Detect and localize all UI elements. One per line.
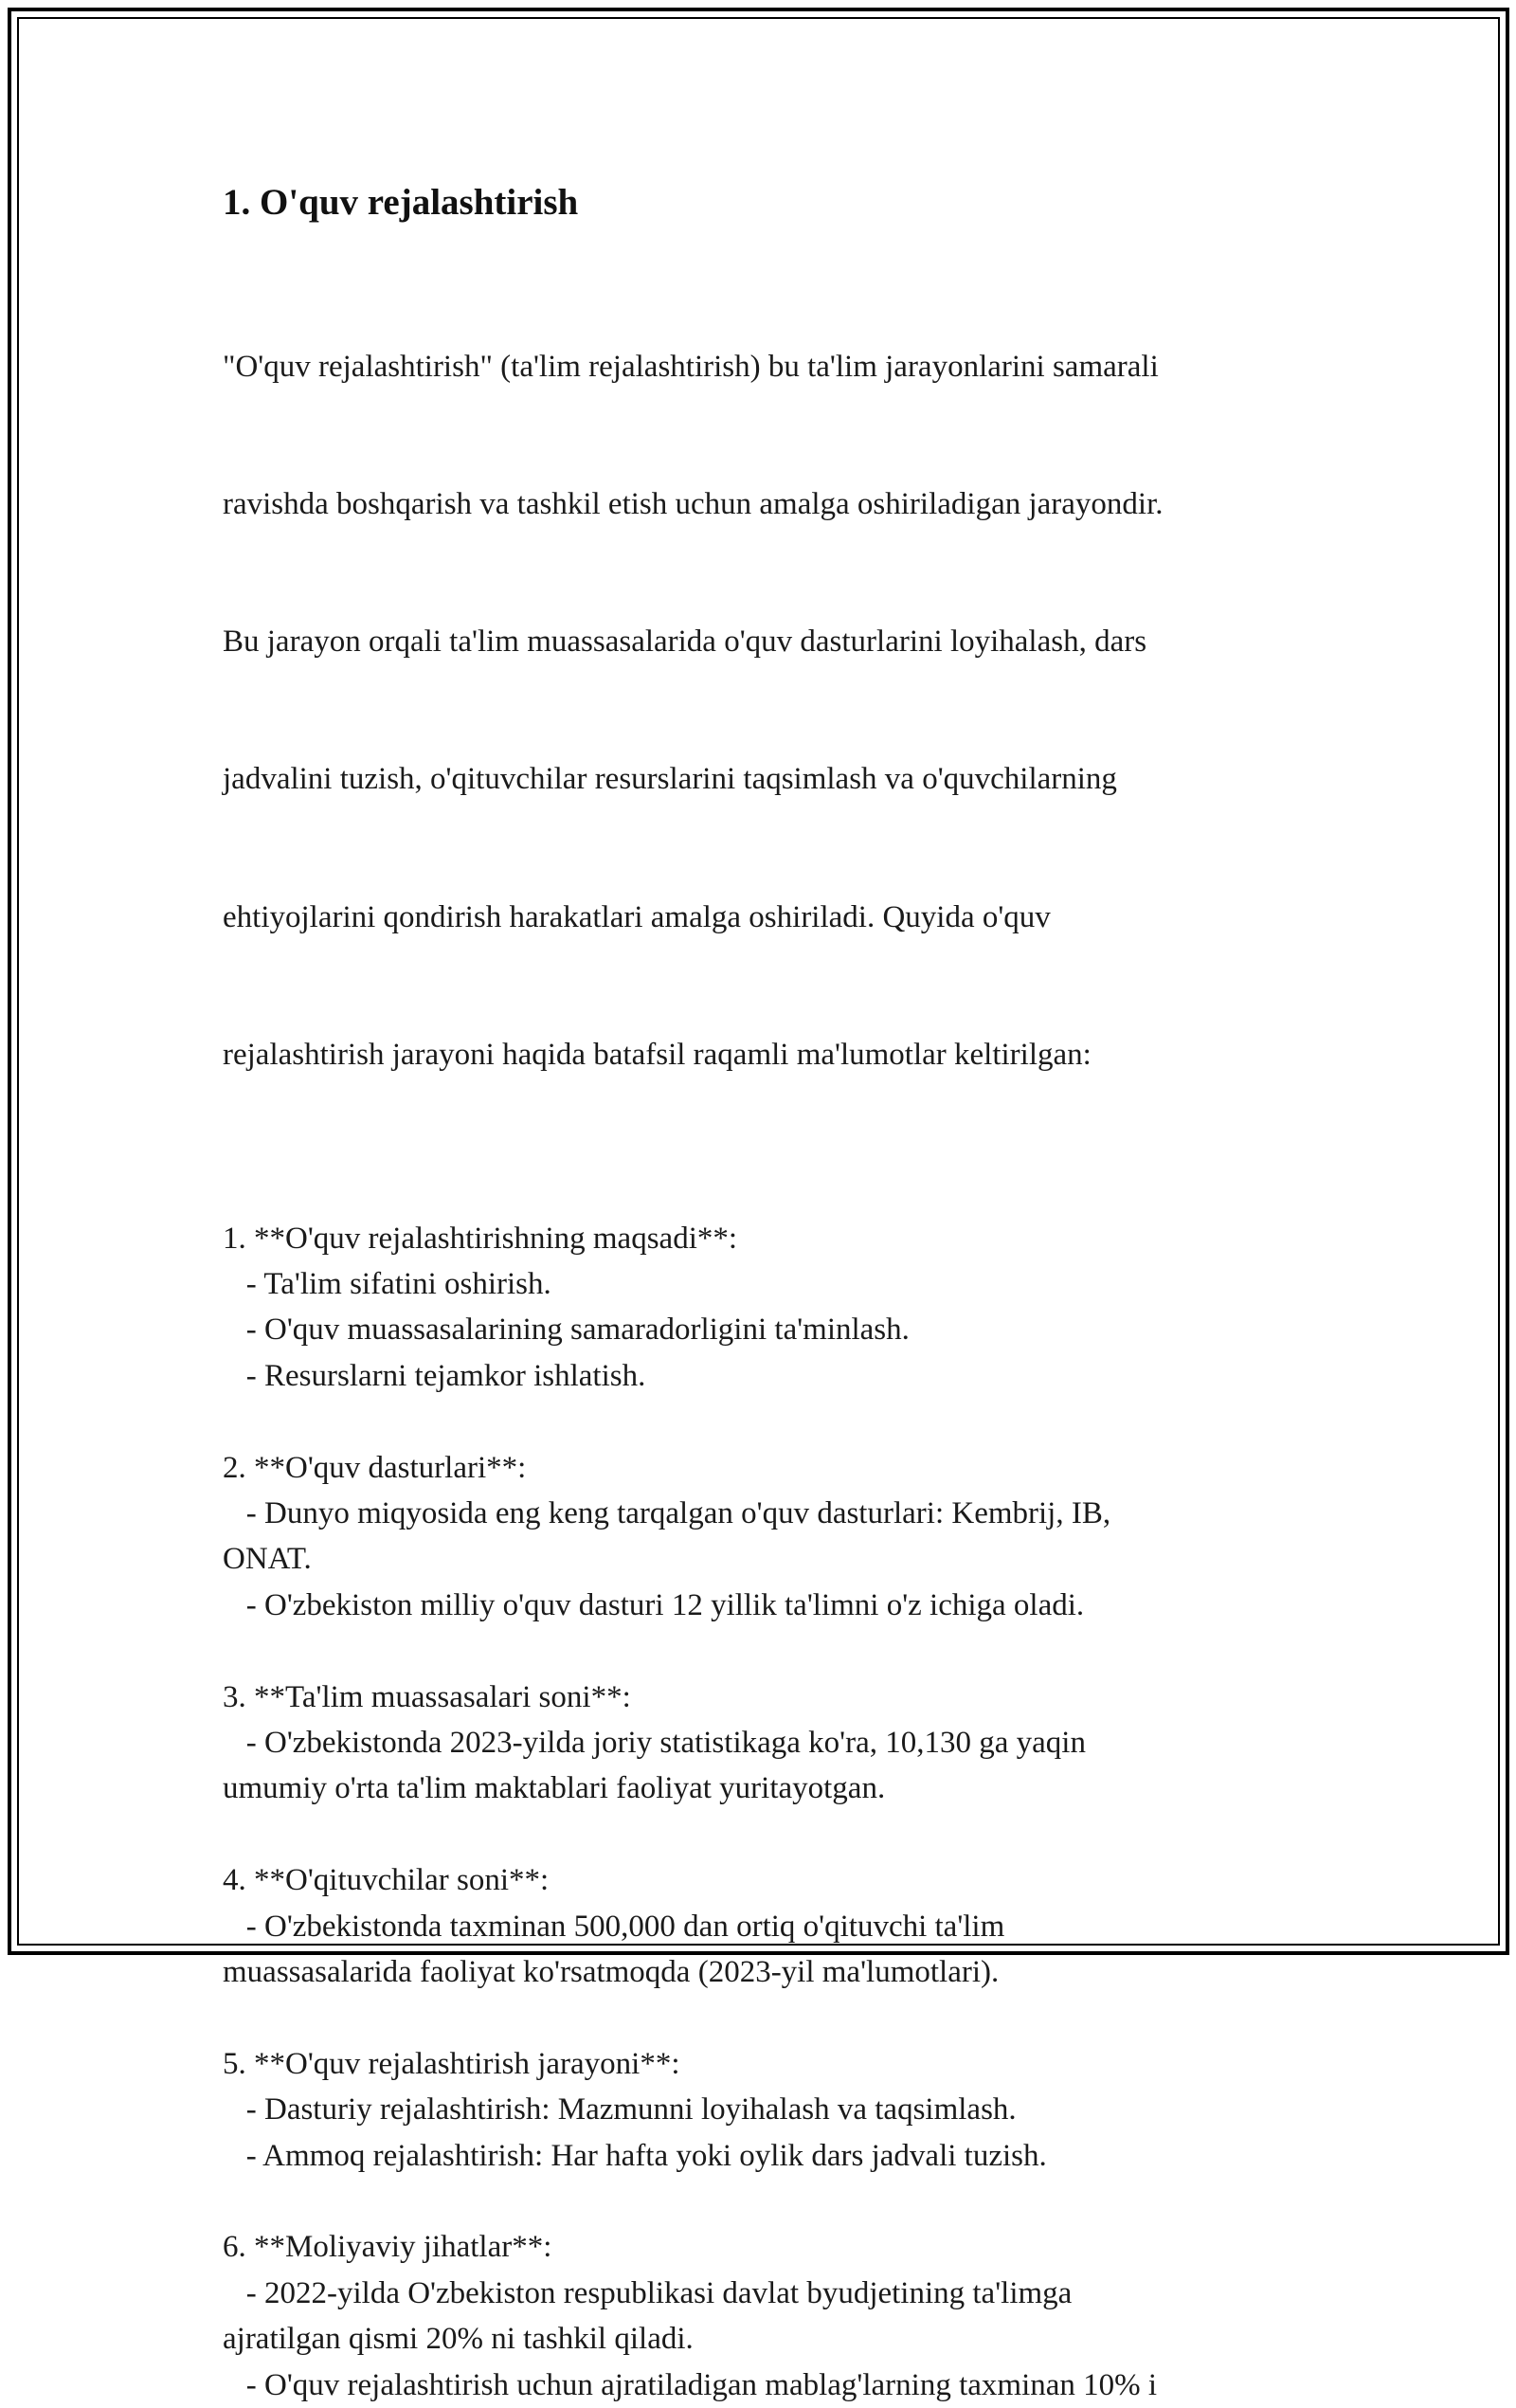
blank-line — [223, 2179, 1293, 2224]
list-section-finance — [223, 2224, 1293, 2408]
blank-line — [223, 1995, 1293, 2040]
list-item-title: 4. **O'qituvchilar soni**: — [223, 1863, 550, 1898]
list-section-programs — [223, 1445, 1293, 1629]
list-section-goals — [223, 1216, 1293, 1400]
list-subitem: - Ta'lim sifatini oshirish. — [223, 1266, 551, 1301]
blank-line — [223, 1628, 1293, 1674]
list-subitem: - O'zbekistonda 2023-yilda joriy statistikaga ko'ra, 10,130 ga yaqin — [223, 1725, 1086, 1760]
list-subitem: muassasalarida faoliyat ko'rsatmoqda (2023-yil ma'lumotlari). — [223, 1954, 1000, 1989]
list-subitem: - Resurslarni tejamkor ishlatish. — [223, 1358, 646, 1393]
intro-paragraph — [223, 252, 1293, 1169]
intro-line: ehtiyojlarini qondirish harakatlari amalga oshiriladi. Quyida o'quv — [223, 899, 1051, 934]
list-section-teachers — [223, 1857, 1293, 1995]
list-subitem: ONAT. — [223, 1542, 312, 1577]
blank-line — [223, 1812, 1293, 1857]
intro-line: "O'quv rejalashtirish" (ta'lim rejalashtirish) bu ta'lim jarayonlarini samarali — [223, 349, 1159, 384]
list-subitem: - Dunyo miqyosida eng keng tarqalgan o'quv dasturlari: Kembrij, IB, — [223, 1495, 1111, 1530]
intro-line: jadvalini tuzish, o'qituvchilar resurslarini taqsimlash va o'quvchilarning — [223, 762, 1117, 797]
section-heading: 1. O'quv rejalashtirish — [223, 182, 579, 223]
list-item-title: 5. **O'quv rejalashtirish jarayoni**: — [223, 2046, 680, 2081]
list-subitem: - O'zbekistonda taxminan 500,000 dan ortiq o'qituvchi ta'lim — [223, 1909, 1005, 1944]
list-subitem: - Ammoq rejalashtirish: Har hafta yoki oylik dars jadvali tuzish. — [223, 2138, 1047, 2173]
document-body — [223, 174, 1293, 2408]
list-subitem: - O'zbekiston milliy o'quv dasturi 12 yillik ta'limni o'z ichiga oladi. — [223, 1587, 1085, 1622]
list-subitem: - 2022-yilda O'zbekiston respublikasi davlat byudjetining ta'limga — [223, 2275, 1073, 2310]
blank-line — [223, 1169, 1293, 1215]
list-subitem: - O'quv muassasalarining samaradorligini ta'minlash. — [223, 1313, 910, 1348]
intro-line: ravishda boshqarish va tashkil etish uchun amalga oshiriladigan jarayondir. — [223, 487, 1164, 522]
list-item-title: 6. **Moliyaviy jihatlar**: — [223, 2230, 552, 2265]
intro-line: rejalashtirish jarayoni haqida batafsil raqamli ma'lumotlar keltirilgan: — [223, 1037, 1092, 1072]
list-section-process — [223, 2041, 1293, 2179]
blank-line — [223, 1399, 1293, 1444]
list-item-title: 3. **Ta'lim muassasalari soni**: — [223, 1679, 631, 1714]
list-item-title: 1. **O'quv rejalashtirishning maqsadi**: — [223, 1221, 738, 1256]
list-subitem: - Dasturiy rejalashtirish: Mazmunni loyihalash va taqsimlash. — [223, 2092, 1017, 2127]
list-subitem: - O'quv rejalashtirish uchun ajratiladigan mablag'larning taxminan 10% i — [223, 2367, 1158, 2402]
list-item-title: 2. **O'quv dasturlari**: — [223, 1450, 527, 1485]
list-subitem: umumiy o'rta ta'lim maktablari faoliyat yuritayotgan. — [223, 1771, 886, 1806]
list-section-institutions — [223, 1675, 1293, 1812]
intro-line: Bu jarayon orqali ta'lim muassasalarida o'quv dasturlarini loyihalash, dars — [223, 625, 1147, 660]
list-subitem: ajratilgan qismi 20% ni tashkil qiladi. — [223, 2322, 694, 2357]
